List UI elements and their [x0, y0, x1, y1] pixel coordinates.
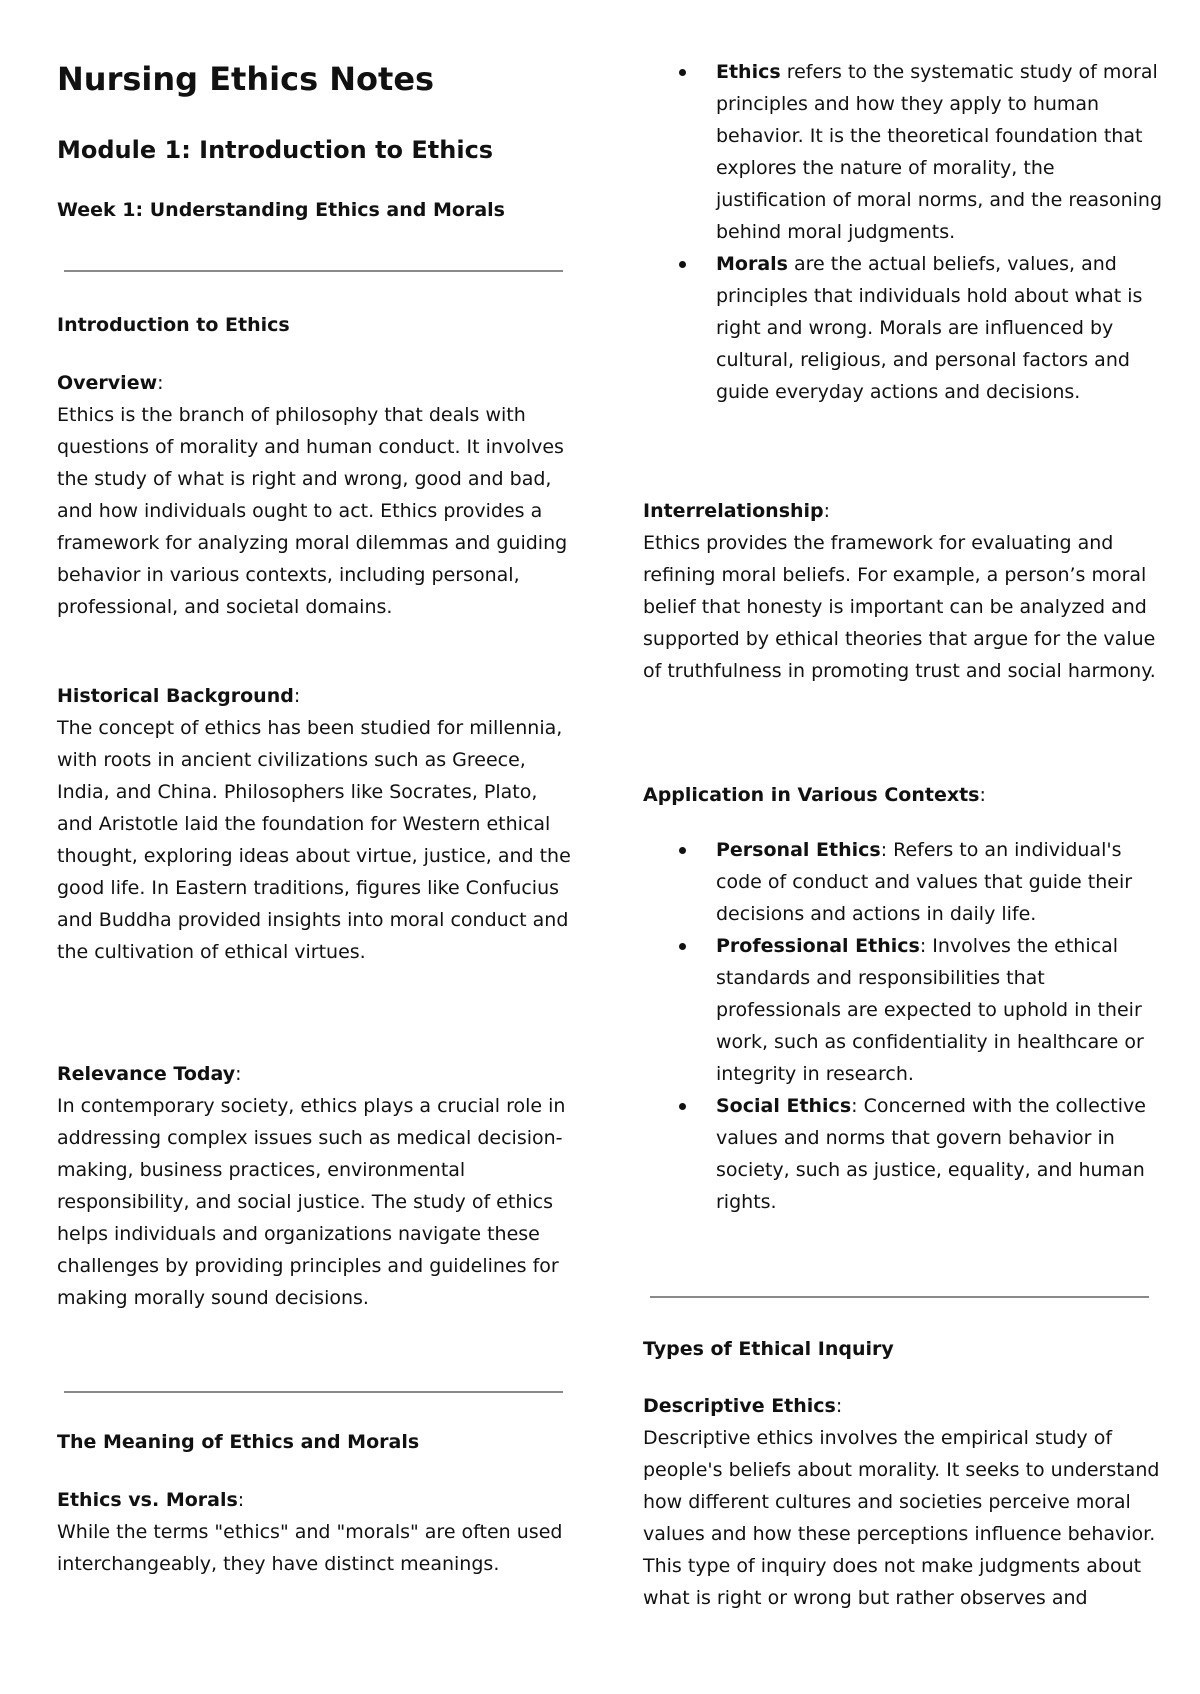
definition-term: Ethics — [716, 61, 781, 83]
definition-term: Morals — [716, 253, 788, 275]
historical-background-paragraph: Historical Background: The concept of ethics has been studied for millennia, with roots in ancient civilizations such as Greece, India, and China. Philosophers like Socrates, Plato, and Aristotle laid the foundation for Western ethical thought, exploring ideas about virtue, justice, and the good life. In Eastern traditions, figures like Confucius and Buddha provided insights into moral conduct and the cultivation of ethical virtues. — [57, 685, 571, 963]
list-item — [643, 930, 1163, 1090]
application-term: Social Ethics — [716, 1095, 852, 1117]
application-text: : Concerned with the collective values and norms that govern behavior in society, such as justice, equality, and human rights. — [716, 1095, 1146, 1213]
bullet-icon — [679, 69, 686, 76]
list-item — [643, 1090, 1163, 1218]
list-item — [643, 834, 1163, 930]
section-divider — [650, 1296, 1149, 1298]
overview-text: Ethics is the branch of philosophy that deals with questions of morality and human conduct. It involves the study of what is right and wrong, good and bad, and how individuals ought to act. Ethics provides a framework for analyzing moral dilemmas and guiding behavior in various contexts, including personal, professional, and societal domains. — [57, 404, 568, 618]
descriptive-ethics-text: Descriptive ethics involves the empirical study of people's beliefs about morality. It seeks to understand how different cultures and societies perceive moral values and how these perceptions influence behavior. This type of inquiry does not make judgments about what is right or wrong but rather observes and — [643, 1427, 1160, 1609]
interrelationship-label: Interrelationship — [643, 500, 824, 522]
interrelationship-text: Ethics provides the framework for evaluating and refining moral beliefs. For example, a person’s moral belief that honesty is important can be analyzed and supported by ethical theories that argue for the value of truthfulness in promoting trust and social harmony. — [643, 532, 1156, 682]
list-item — [643, 56, 1163, 248]
historical-background-text: The concept of ethics has been studied for millennia, with roots in ancient civilizations such as Greece, India, and China. Philosophers like Socrates, Plato, and Aristotle laid the foundation for Western ethical thought, exploring ideas about virtue, justice, and the good life. In Eastern traditions, figures like Confucius and Buddha provided insights into moral conduct and the cultivation of ethical virtues. — [57, 717, 571, 963]
document-title: Nursing Ethics Notes — [57, 60, 435, 98]
application-text: : Involves the ethical standards and responsibilities that professionals are expected to uphold in their work, such as confidentiality in healthcare or integrity in research. — [716, 935, 1144, 1085]
section-heading-meaning: The Meaning of Ethics and Morals — [57, 1431, 420, 1453]
application-list — [643, 834, 1163, 1218]
week-title: Week 1: Understanding Ethics and Morals — [57, 199, 505, 221]
interrelationship-paragraph: Interrelationship: Ethics provides the framework for evaluating and refining moral beliefs. For example, a person’s moral belief that honesty is important can be analyzed and supported by ethical theories that argue for the value of truthfulness in promoting trust and social harmony. — [643, 500, 1156, 682]
module-title: Module 1: Introduction to Ethics — [57, 136, 494, 164]
bullet-icon — [679, 1103, 686, 1110]
descriptive-ethics-label: Descriptive Ethics — [643, 1395, 836, 1417]
application-term: Professional Ethics — [716, 935, 920, 957]
application-label: Application in Various Contexts — [643, 784, 980, 806]
descriptive-ethics-paragraph: Descriptive Ethics: Descriptive ethics involves the empirical study of people's beliefs about morality. It seeks to understand how different cultures and societies perceive moral values and how these perceptions influence behavior. This type of inquiry does not make judgments about what is right or wrong but rather observes and — [643, 1395, 1160, 1609]
application-term: Personal Ethics — [716, 839, 881, 861]
section-heading-inquiry: Types of Ethical Inquiry — [643, 1338, 894, 1360]
relevance-today-text: In contemporary society, ethics plays a crucial role in addressing complex issues such as medical decision-making, business practices, environmental responsibility, and social justice. The study of ethics helps individuals and organizations navigate these challenges by providing principles and guidelines for making morally sound decisions. — [57, 1095, 566, 1309]
relevance-today-paragraph: Relevance Today: In contemporary society, ethics plays a crucial role in addressing complex issues such as medical decision-making, business practices, environmental responsibility, and social justice. The study of ethics helps individuals and organizations navigate these challenges by providing principles and guidelines for making morally sound decisions. — [57, 1063, 566, 1309]
definition-text: refers to the systematic study of moral principles and how they apply to human behavior. It is the theoretical foundation that explores the nature of morality, the justification of moral norms, and the reasoning behind moral judgments. — [716, 61, 1163, 243]
ethics-vs-morals-paragraph: Ethics vs. Morals: While the terms "ethics" and "morals" are often used interchangeably, they have distinct meanings. — [57, 1489, 563, 1575]
ethics-vs-morals-text: While the terms "ethics" and "morals" are often used interchangeably, they have distinct meanings. — [57, 1521, 563, 1575]
section-divider — [64, 1391, 563, 1393]
ethics-vs-morals-label: Ethics vs. Morals — [57, 1489, 238, 1511]
application-heading: Application in Various Contexts: — [643, 784, 986, 806]
section-heading-introduction: Introduction to Ethics — [57, 314, 290, 336]
overview-label: Overview — [57, 372, 158, 394]
overview-paragraph: Overview: Ethics is the branch of philosophy that deals with questions of morality and human conduct. It involves the study of what is right and wrong, good and bad, and how individuals ought to act. Ethics provides a framework for analyzing moral dilemmas and guiding behavior in various contexts, including personal, professional, and societal domains. — [57, 372, 568, 618]
definition-text: are the actual beliefs, values, and principles that individuals hold about what is right and wrong. Morals are influenced by cultural, religious, and personal factors and guide everyday actions and decisions. — [716, 253, 1143, 403]
historical-background-label: Historical Background — [57, 685, 294, 707]
bullet-icon — [679, 261, 686, 268]
definitions-list — [643, 56, 1163, 408]
relevance-today-label: Relevance Today — [57, 1063, 236, 1085]
bullet-icon — [679, 847, 686, 854]
list-item — [643, 248, 1163, 408]
section-divider — [64, 270, 563, 272]
application-text: : Refers to an individual's code of conduct and values that guide their decisions and actions in daily life. — [716, 839, 1133, 925]
bullet-icon — [679, 943, 686, 950]
